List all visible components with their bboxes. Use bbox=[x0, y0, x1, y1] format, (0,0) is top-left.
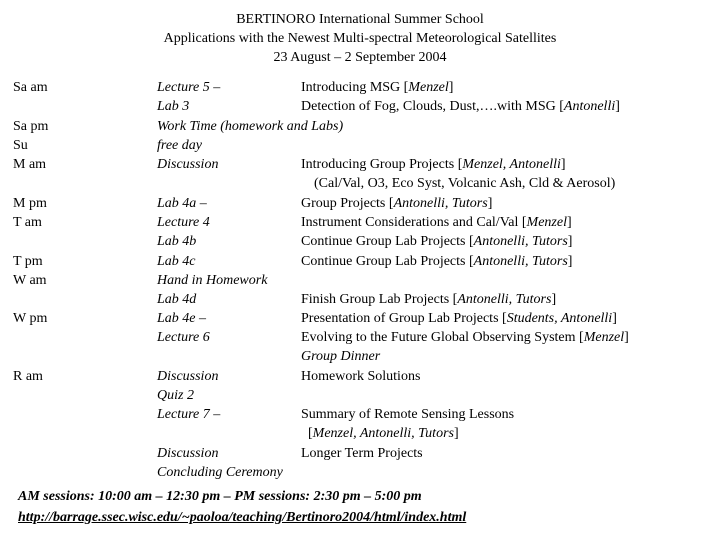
day-w-am: W am bbox=[13, 273, 47, 288]
topic-detection-fog: Detection of Fog, Clouds, Dust,….with MSG [Antonelli] bbox=[301, 99, 620, 114]
session-discussion-3: Discussion bbox=[157, 446, 219, 461]
session-lab-4e: Lab 4e – bbox=[157, 311, 206, 326]
day-m-am: M am bbox=[13, 157, 47, 172]
session-concluding-ceremony: Concluding Ceremony bbox=[157, 465, 283, 480]
day-m-pm: M pm bbox=[13, 196, 47, 211]
topic-homework-solutions: Homework Solutions bbox=[301, 369, 421, 384]
topic-group-projects: Group Projects [Antonelli, Tutors] bbox=[301, 196, 493, 211]
session-lab-4b: Lab 4b bbox=[157, 234, 197, 249]
session-lecture-6: Lecture 6 bbox=[157, 330, 210, 345]
session-times-note: AM sessions: 10:00 am – 12:30 pm – PM sessions: 2:30 pm – 5:00 pm bbox=[18, 489, 422, 504]
day-w-pm: W pm bbox=[13, 311, 48, 326]
topic-finish-projects: Finish Group Lab Projects [Antonelli, Tutors] bbox=[301, 292, 557, 307]
day-r-am: R am bbox=[13, 369, 43, 384]
session-lab-4a: Lab 4a – bbox=[157, 196, 207, 211]
title-line-2: Applications with the Newest Multi-spectral Meteorological Satellites bbox=[163, 31, 557, 46]
topic-project-list: (Cal/Val, O3, Eco Syst, Volcanic Ash, Cld & Aerosol) bbox=[314, 176, 616, 191]
day-su: Su bbox=[13, 138, 28, 153]
topic-group-dinner: Group Dinner bbox=[301, 349, 381, 364]
session-discussion-2: Discussion bbox=[157, 369, 219, 384]
topic-instrument-cal-val: Instrument Considerations and Cal/Val [Menzel] bbox=[301, 215, 572, 230]
session-hand-in-homework: Hand in Homework bbox=[157, 273, 268, 288]
session-lab-4d: Lab 4d bbox=[157, 292, 197, 307]
course-url-link[interactable]: http://barrage.ssec.wisc.edu/~paoloa/teaching/Bertinoro2004/html/index.html bbox=[18, 510, 467, 525]
topic-future-observing-system: Evolving to the Future Global Observing System [Menzel] bbox=[301, 330, 629, 345]
session-lab-4c: Lab 4c bbox=[157, 254, 196, 269]
topic-longer-term-projects: Longer Term Projects bbox=[301, 446, 423, 461]
day-sa-am: Sa am bbox=[13, 80, 48, 95]
topic-introducing-group-projects: Introducing Group Projects [Menzel, Antonelli] bbox=[301, 157, 566, 172]
topic-introducing-msg: Introducing MSG [Menzel] bbox=[301, 80, 454, 95]
session-quiz-2: Quiz 2 bbox=[157, 388, 194, 403]
topic-continue-projects-1: Continue Group Lab Projects [Antonelli, Tutors] bbox=[301, 234, 573, 249]
topic-presentation: Presentation of Group Lab Projects [Students, Antonelli] bbox=[301, 311, 617, 326]
session-work-time: Work Time (homework and Labs) bbox=[157, 119, 344, 134]
session-lecture-5: Lecture 5 – bbox=[157, 80, 221, 95]
day-t-am: T am bbox=[13, 215, 42, 230]
title-line-1: BERTINORO International Summer School bbox=[236, 12, 484, 27]
session-lecture-4: Lecture 4 bbox=[157, 215, 210, 230]
session-lecture-7: Lecture 7 – bbox=[157, 407, 221, 422]
topic-summary-presenters: [Menzel, Antonelli, Tutors] bbox=[308, 426, 459, 441]
session-lab-3: Lab 3 bbox=[157, 99, 190, 114]
topic-continue-projects-2: Continue Group Lab Projects [Antonelli, Tutors] bbox=[301, 254, 573, 269]
session-free-day: free day bbox=[157, 138, 202, 153]
day-t-pm: T pm bbox=[13, 254, 43, 269]
day-sa-pm: Sa pm bbox=[13, 119, 49, 134]
topic-summary-remote-sensing: Summary of Remote Sensing Lessons bbox=[301, 407, 515, 422]
title-line-3: 23 August – 2 September 2004 bbox=[273, 50, 447, 65]
session-discussion-1: Discussion bbox=[157, 157, 219, 172]
